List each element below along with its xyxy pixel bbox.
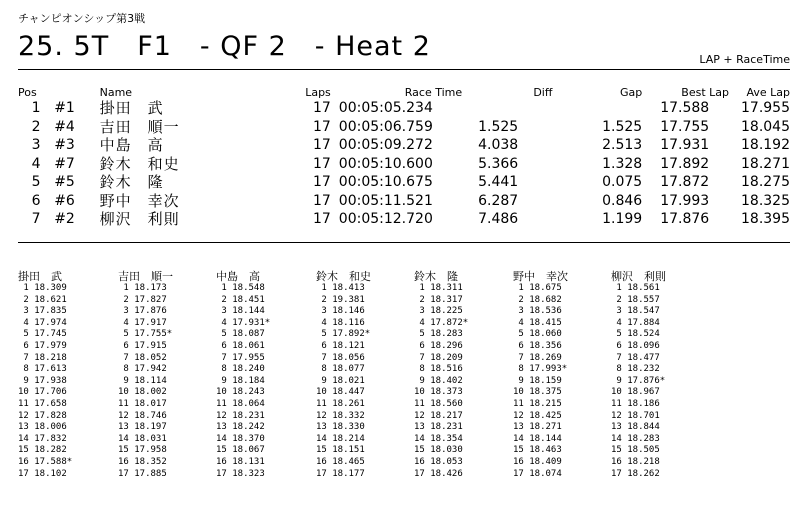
lap-time-row: 14 17.832: [18, 433, 67, 444]
lap-time-row: 4 18.415: [513, 317, 562, 328]
lap-column-driver: 鈴木 隆: [414, 270, 458, 283]
best-lap-cell: 17.993: [660, 192, 710, 209]
lap-time-row: 2 17.827: [118, 294, 167, 305]
laps-cell: 17: [312, 118, 331, 135]
lap-time-row: 12 18.701: [611, 410, 660, 421]
lap-time-row: 6 18.096: [611, 340, 660, 351]
lap-time-row: 5 18.087: [216, 329, 265, 340]
lap-time-row: 8 18.240: [216, 364, 265, 375]
lap-column: [316, 268, 414, 480]
lap-time-row: 3 18.144: [216, 306, 265, 317]
car-number-cell: #5: [54, 174, 75, 191]
lap-time-row: 5 17.892*: [316, 329, 371, 340]
lap-time-row: 15 18.151: [316, 445, 365, 456]
lap-time-row: 3 17.876: [118, 306, 167, 317]
lap-time-row: 12 18.332: [316, 410, 365, 421]
lap-time-row: 13 18.844: [611, 422, 660, 433]
lap-time-row: 11 18.215: [513, 398, 562, 409]
race-time-cell: 00:05:05.234: [338, 100, 433, 117]
ave-lap-cell: 18.192: [741, 137, 790, 154]
col-avelap-header: Ave Lap: [746, 86, 790, 99]
lap-time-row: 15 18.282: [18, 445, 67, 456]
gap-cell: 0.846: [602, 192, 643, 209]
lap-column: [216, 268, 314, 480]
col-bestlap-header: Best Lap: [681, 86, 729, 99]
lap-time-row: 13 18.271: [513, 422, 562, 433]
lap-column: [414, 268, 512, 480]
lap-time-row: 7 17.955: [216, 352, 265, 363]
lap-time-row: 4 17.872*: [414, 317, 469, 328]
lap-time-row: 1 18.309: [18, 283, 67, 293]
col-laps-header: Laps: [305, 86, 331, 99]
diff-cell: 5.366: [478, 155, 519, 172]
ave-lap-cell: 18.271: [741, 155, 790, 172]
lap-time-row: 1 18.561: [611, 283, 660, 293]
laps-cell: 17: [312, 155, 331, 172]
lap-time-row: 7 18.209: [414, 352, 463, 363]
lap-time-row: 16 18.352: [118, 456, 167, 467]
result-row: [18, 192, 790, 211]
car-number-cell: #2: [54, 211, 75, 228]
lap-time-row: 11 18.017: [118, 398, 167, 409]
race-time-cell: 00:05:11.521: [338, 192, 433, 209]
result-row: [18, 118, 790, 137]
car-number-cell: #4: [54, 118, 75, 135]
lap-time-row: 15 18.030: [414, 445, 463, 456]
gap-cell: 1.328: [602, 155, 643, 172]
lap-time-row: 13 18.006: [18, 422, 67, 433]
lap-time-row: 2 18.621: [18, 294, 67, 305]
lap-time-row: 10 17.706: [18, 387, 67, 398]
lap-time-row: 4 17.884: [611, 317, 660, 328]
driver-name-cell: 鈴木 隆: [99, 173, 164, 192]
result-row: [18, 173, 790, 192]
ave-lap-cell: 17.955: [741, 100, 790, 117]
lap-time-row: 12 18.231: [216, 410, 265, 421]
result-row: [18, 136, 790, 155]
lap-time-row: 7 18.056: [316, 352, 365, 363]
lap-time-row: 2 18.682: [513, 294, 562, 305]
lap-time-row: 17 18.262: [611, 468, 660, 479]
laps-cell: 17: [312, 211, 331, 228]
lap-time-row: 4 18.116: [316, 317, 365, 328]
lap-time-row: 11 18.186: [611, 398, 660, 409]
race-time-cell: 00:05:09.272: [338, 137, 433, 154]
lap-time-row: 5 17.745: [18, 329, 67, 340]
lap-time-row: 15 18.505: [611, 445, 660, 456]
gap-cell: 0.075: [602, 174, 643, 191]
results-table: [18, 86, 790, 229]
col-name-header: Name: [99, 86, 133, 99]
col-diff-header: Diff: [533, 86, 553, 99]
results-header-row: [18, 86, 790, 99]
lap-time-row: 1 18.675: [513, 283, 562, 293]
lap-time-row: 7 18.269: [513, 352, 562, 363]
pos-cell: 3: [31, 137, 41, 154]
gap-cell: 1.525: [602, 118, 643, 135]
lap-time-row: 14 18.370: [216, 433, 265, 444]
lap-time-row: 8 18.077: [316, 364, 365, 375]
laps-cell: 17: [312, 100, 331, 117]
lap-time-row: 2 18.451: [216, 294, 265, 305]
driver-name-cell: 鈴木 和史: [99, 154, 180, 173]
lap-time-row: 9 18.184: [216, 375, 265, 386]
lap-time-row: 3 18.225: [414, 306, 463, 317]
title-rule: [18, 69, 790, 70]
lap-time-row: 13 18.197: [118, 422, 167, 433]
ave-lap-cell: 18.275: [741, 174, 790, 191]
lap-time-row: 11 17.658: [18, 398, 67, 409]
lap-column-driver: 鈴木 和史: [316, 270, 371, 283]
diff-cell: 7.486: [478, 211, 519, 228]
lap-time-row: 16 18.218: [611, 456, 660, 467]
col-racetime-header: Race Time: [404, 86, 463, 99]
pos-cell: 5: [31, 174, 41, 191]
lap-time-row: 4 17.974: [18, 317, 67, 328]
pos-cell: 6: [31, 192, 41, 209]
best-lap-cell: 17.876: [660, 211, 710, 228]
lap-time-row: 1 18.311: [414, 283, 463, 293]
lap-time-row: 8 17.613: [18, 364, 67, 375]
report-type-label: LAP + RaceTime: [699, 53, 790, 66]
lap-time-row: 13 18.330: [316, 422, 365, 433]
lap-time-row: 11 18.560: [414, 398, 463, 409]
lap-time-row: 9 18.114: [118, 375, 167, 386]
gap-cell: 1.199: [602, 211, 643, 228]
lap-time-row: 14 18.214: [316, 433, 365, 444]
race-time-cell: 00:05:06.759: [338, 118, 433, 135]
lap-column-driver: 掛田 武: [18, 270, 62, 283]
lap-time-row: 15 18.067: [216, 445, 265, 456]
lap-time-row: 17 18.102: [18, 468, 67, 479]
lap-time-row: 7 18.477: [611, 352, 660, 363]
lap-time-row: 10 18.002: [118, 387, 167, 398]
lap-time-row: 6 18.356: [513, 340, 562, 351]
lap-time-row: 5 18.283: [414, 329, 463, 340]
lap-time-row: 9 17.938: [18, 375, 67, 386]
lap-time-row: 17 18.177: [316, 468, 365, 479]
col-no-header: [54, 86, 99, 99]
result-row: [18, 99, 790, 118]
lap-time-row: 3 17.835: [18, 306, 67, 317]
laps-cell: 17: [312, 137, 331, 154]
lap-time-row: 16 18.053: [414, 456, 463, 467]
lap-time-row: 1 18.173: [118, 283, 167, 293]
lap-time-row: 9 17.876*: [611, 375, 666, 386]
lap-time-row: 3 18.536: [513, 306, 562, 317]
pos-cell: 4: [31, 155, 41, 172]
lap-time-row: 17 17.885: [118, 468, 167, 479]
pos-cell: 1: [31, 100, 41, 117]
lap-time-row: 13 18.242: [216, 422, 265, 433]
event-subtitle: チャンピオンシップ第3戦: [18, 12, 146, 25]
lap-time-row: 11 18.261: [316, 398, 365, 409]
lap-time-row: 16 18.465: [316, 456, 365, 467]
lap-time-row: 8 18.232: [611, 364, 660, 375]
lap-time-row: 6 17.915: [118, 340, 167, 351]
lap-column: [118, 268, 216, 480]
diff-cell: 4.038: [478, 137, 519, 154]
result-row: [18, 210, 790, 229]
lap-column: [513, 268, 611, 480]
lap-time-row: 1 18.413: [316, 283, 365, 293]
best-lap-cell: 17.892: [660, 155, 710, 172]
lap-time-row: 9 18.402: [414, 375, 463, 386]
lap-time-row: 16 18.131: [216, 456, 265, 467]
result-row: [18, 155, 790, 174]
driver-name-cell: 柳沢 利則: [99, 210, 180, 229]
ave-lap-cell: 18.395: [741, 211, 790, 228]
best-lap-cell: 17.755: [660, 118, 710, 135]
best-lap-cell: 17.588: [660, 100, 710, 117]
lap-time-row: 9 18.159: [513, 375, 562, 386]
lap-time-row: 8 17.993*: [513, 364, 568, 375]
car-number-cell: #6: [54, 192, 75, 209]
lap-time-row: 4 17.931*: [216, 317, 271, 328]
gap-cell: [580, 99, 660, 118]
diff-cell: 6.287: [478, 192, 519, 209]
race-time-cell: 00:05:10.600: [338, 155, 433, 172]
lap-column: [18, 268, 116, 480]
driver-name-cell: 吉田 順一: [99, 117, 180, 136]
lap-time-row: 16 18.409: [513, 456, 562, 467]
lap-time-row: 7 18.052: [118, 352, 167, 363]
lap-time-row: 17 18.323: [216, 468, 265, 479]
driver-name-cell: 野中 幸次: [99, 191, 180, 210]
lap-time-row: 1 18.548: [216, 283, 265, 293]
lap-time-row: 5 18.060: [513, 329, 562, 340]
lap-time-row: 2 19.381: [316, 294, 365, 305]
lap-time-row: 10 18.373: [414, 387, 463, 398]
lap-time-row: 3 18.547: [611, 306, 660, 317]
lap-time-row: 5 17.755*: [118, 329, 173, 340]
lap-column-driver: 野中 幸次: [513, 270, 568, 283]
lap-time-row: 5 18.524: [611, 329, 660, 340]
lap-time-row: 8 17.942: [118, 364, 167, 375]
lap-time-row: 4 17.917: [118, 317, 167, 328]
lap-time-row: 6 17.979: [18, 340, 67, 351]
lap-time-row: 17 18.426: [414, 468, 463, 479]
lap-time-row: 14 18.283: [611, 433, 660, 444]
lap-column-driver: 柳沢 利則: [611, 270, 666, 283]
lap-time-row: 10 18.375: [513, 387, 562, 398]
lap-column: [611, 268, 709, 480]
lap-column-driver: 吉田 順一: [118, 270, 173, 283]
laps-cell: 17: [312, 192, 331, 209]
lap-time-row: 14 18.031: [118, 433, 167, 444]
lap-time-row: 16 17.588*: [18, 456, 73, 467]
car-number-cell: #1: [54, 100, 75, 117]
page-title: 25. 5T F1 - QF 2 - Heat 2: [18, 31, 431, 62]
best-lap-cell: 17.931: [660, 137, 710, 154]
col-gap-header: Gap: [619, 86, 643, 99]
lap-time-row: 10 18.243: [216, 387, 265, 398]
gap-cell: 2.513: [602, 137, 643, 154]
ave-lap-cell: 18.045: [741, 118, 790, 135]
lap-time-row: 6 18.061: [216, 340, 265, 351]
lap-time-row: 10 18.447: [316, 387, 365, 398]
lap-time-row: 6 18.121: [316, 340, 365, 351]
lap-time-row: 13 18.231: [414, 422, 463, 433]
lap-time-row: 14 18.354: [414, 433, 463, 444]
car-number-cell: #3: [54, 137, 75, 154]
lap-time-row: 15 17.958: [118, 445, 167, 456]
driver-name-cell: 掛田 武: [99, 99, 164, 118]
car-number-cell: #7: [54, 155, 75, 172]
lap-time-row: 2 18.557: [611, 294, 660, 305]
lap-time-row: 6 18.296: [414, 340, 463, 351]
lap-time-row: 7 18.218: [18, 352, 67, 363]
results-rule: [18, 242, 790, 243]
lap-time-row: 9 18.021: [316, 375, 365, 386]
lap-time-row: 12 18.217: [414, 410, 463, 421]
lap-time-row: 14 18.144: [513, 433, 562, 444]
col-pos-header: Pos: [18, 86, 37, 99]
diff-cell: [478, 99, 580, 118]
lap-time-row: 2 18.317: [414, 294, 463, 305]
diff-cell: 1.525: [478, 118, 519, 135]
lap-time-row: 11 18.064: [216, 398, 265, 409]
lap-column-driver: 中島 高: [216, 270, 260, 283]
lap-time-row: 17 18.074: [513, 468, 562, 479]
race-time-cell: 00:05:12.720: [338, 211, 433, 228]
driver-name-cell: 中島 高: [99, 136, 164, 155]
pos-cell: 7: [31, 211, 41, 228]
diff-cell: 5.441: [478, 174, 519, 191]
ave-lap-cell: 18.325: [741, 192, 790, 209]
lap-time-row: 12 18.425: [513, 410, 562, 421]
best-lap-cell: 17.872: [660, 174, 710, 191]
lap-time-row: 3 18.146: [316, 306, 365, 317]
lap-time-row: 15 18.463: [513, 445, 562, 456]
race-time-cell: 00:05:10.675: [338, 174, 433, 191]
lap-time-row: 12 18.746: [118, 410, 167, 421]
laps-cell: 17: [312, 174, 331, 191]
lap-time-row: 8 18.516: [414, 364, 463, 375]
lap-time-row: 12 17.828: [18, 410, 67, 421]
lap-time-row: 10 18.967: [611, 387, 660, 398]
pos-cell: 2: [31, 118, 41, 135]
